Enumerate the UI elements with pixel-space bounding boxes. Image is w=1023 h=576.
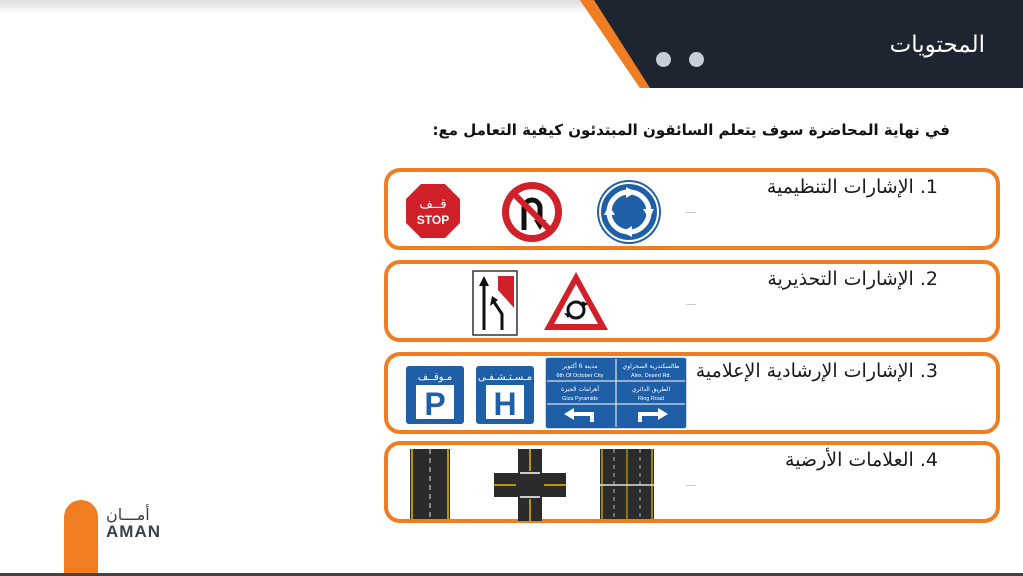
intersection-marking-icon (494, 449, 566, 521)
multi-lane-marking-icon (600, 449, 654, 519)
guide-top-left-en: 6th Of October City (556, 373, 604, 379)
guide-mid-right-en: Ring Road (638, 396, 664, 402)
hospital-sign-arabic: مـسـتـشـفـى (477, 372, 533, 383)
divider (686, 485, 696, 486)
guide-mid-right-ar: الطريق الدائري (631, 386, 671, 393)
item-regulatory-signs (384, 168, 1000, 250)
parking-sign-icon (404, 364, 466, 426)
item-label: 4. العلامات الأرضية (785, 449, 938, 471)
roundabout-icon (596, 179, 662, 245)
page-title: المحتويات (889, 32, 985, 58)
divider (686, 304, 696, 305)
no-u-turn-icon (500, 180, 564, 244)
stop-sign-icon (402, 180, 464, 242)
item-road-markings (384, 441, 1000, 523)
guide-top-right-en: Alex. Desert Rd. (630, 373, 672, 379)
parking-sign-arabic: مـوقــف (417, 372, 453, 383)
logo-bar (64, 500, 98, 576)
hospital-sign-icon (474, 364, 536, 426)
direction-guide-sign-icon (544, 356, 688, 430)
stop-sign-english: STOP (416, 213, 450, 227)
roundabout-warning-icon (542, 270, 610, 332)
item-warning-signs (384, 260, 1000, 342)
divider (686, 212, 696, 213)
item-label: 3. الإشارات الإرشادية الإعلامية (695, 360, 938, 382)
item-label: 2. الإشارات التحذيرية (767, 268, 938, 290)
guide-mid-left-ar: أهرامات الجيزة (560, 386, 600, 393)
header-dot (689, 52, 704, 67)
guide-top-right-ar: طالسكندرية الصحراوي (622, 363, 680, 370)
subtitle: في نهاية المحاضرة سوف يتعلم السائقون المبتدئون كيفية التعامل مع: (432, 121, 950, 139)
parking-sign-letter: P (424, 386, 446, 422)
logo-arabic: أمـــان (106, 505, 150, 524)
guide-top-left-ar: مدينة 6 أكتوبر (562, 363, 598, 370)
hospital-sign-letter: H (493, 386, 517, 422)
guide-mid-left-en: Giza Pyramids (562, 396, 598, 402)
stop-sign-arabic: قــف (419, 197, 447, 212)
lane-merge-icon (472, 270, 518, 336)
header-dot (656, 52, 671, 67)
item-guide-signs (384, 352, 1000, 434)
item-label: 1. الإشارات التنظيمية (766, 176, 938, 198)
logo-latin: AMAN (106, 522, 161, 541)
straight-road-marking-icon (410, 449, 450, 519)
